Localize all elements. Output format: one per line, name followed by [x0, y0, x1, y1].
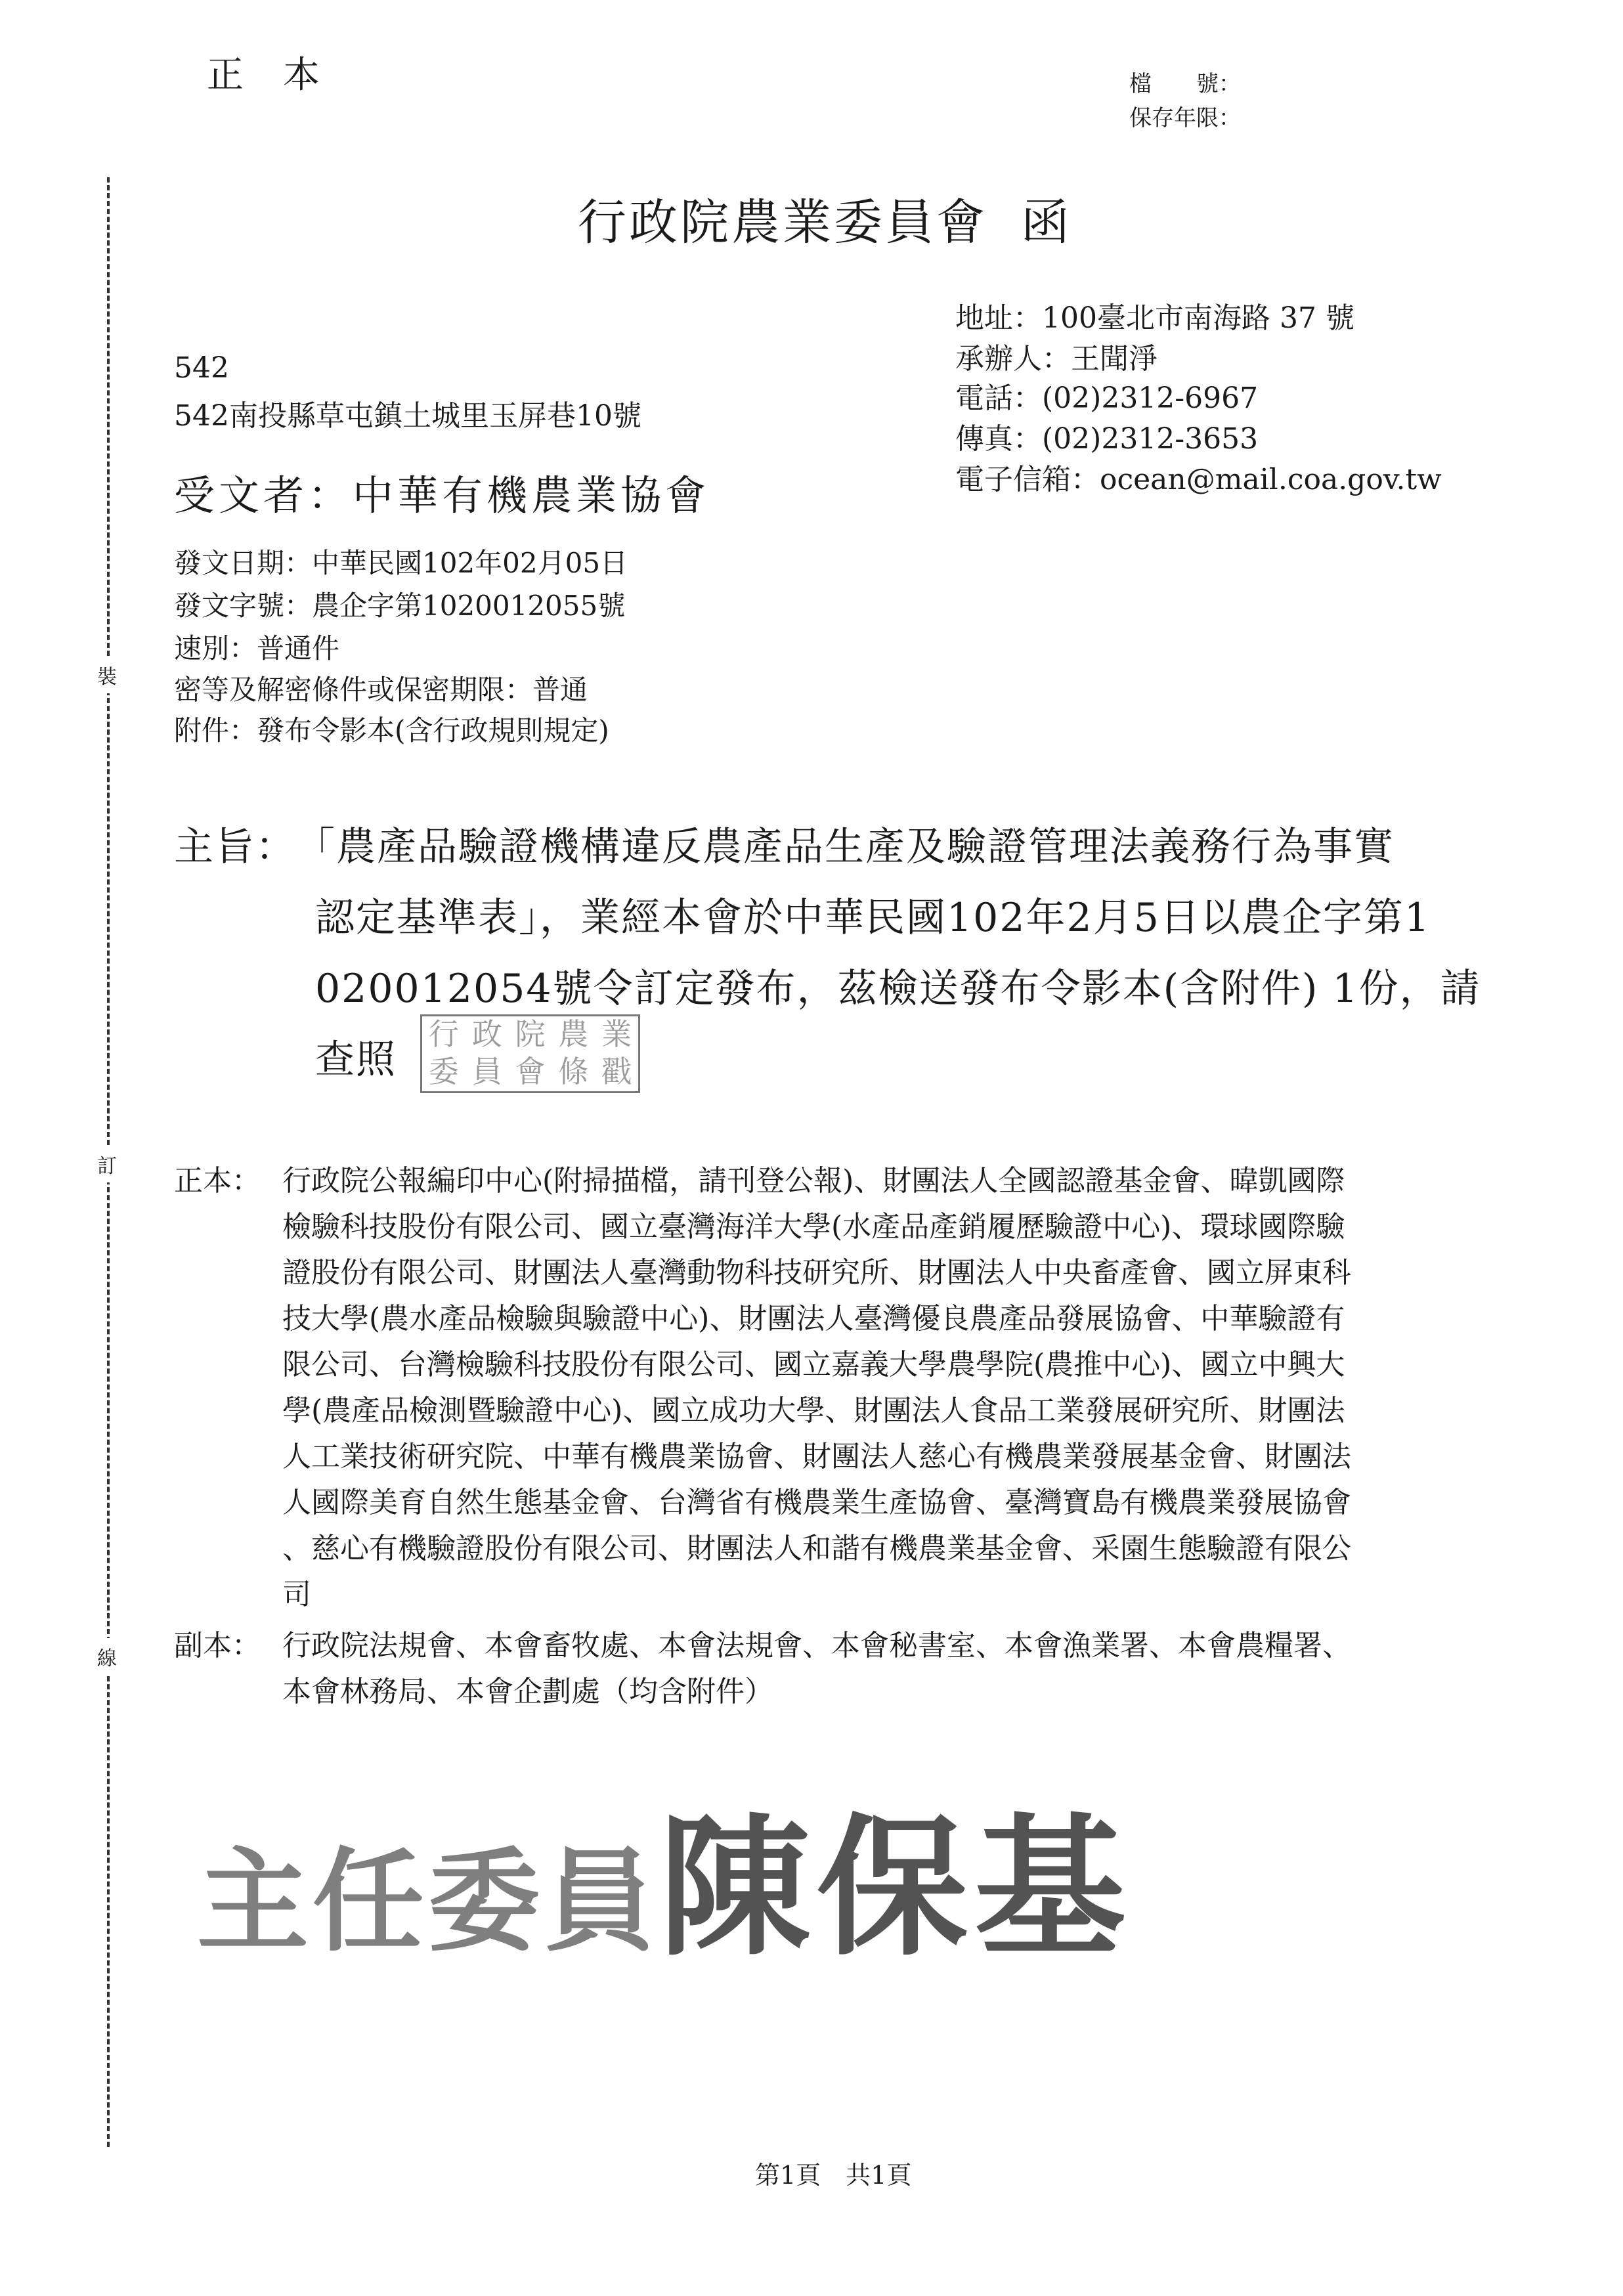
binding-label-zhuang: 裝	[97, 657, 117, 693]
seal-char: 委	[428, 1054, 459, 1089]
recipient-zip: 542	[174, 351, 229, 385]
main-distribution-line: 司	[282, 1578, 311, 1611]
retention-period-label: 保存年限：	[1129, 105, 1241, 131]
dispatch-reference: 發文字號：農企字第1020012055號	[174, 590, 626, 622]
subject-line: 查照	[315, 1037, 397, 1083]
main-distribution-line: 、慈心有機驗證股份有限公司、財團法人和諧有機農業基金會、采園生態驗證有限公	[282, 1532, 1351, 1565]
subject-line: 認定基準表」，業經本會於中華民國102年2月5日以農企字第1	[315, 895, 1431, 941]
main-distribution-line: 技大學(農水產品檢驗與驗證中心)、財團法人臺灣優良農產品發展協會、中華驗證有	[282, 1302, 1345, 1335]
sender-email: 電子信箱：ocean@mail.coa.gov.tw	[955, 463, 1442, 496]
seal-char: 院	[515, 1016, 546, 1052]
dispatch-date: 發文日期：中華民國102年02月05日	[174, 547, 628, 579]
signature-name: 陳保基	[659, 1799, 1133, 1976]
secrecy-level: 密等及解密條件或保密期限：普通	[174, 674, 588, 706]
main-distribution-line: 證股份有限公司、財團法人臺灣動物科技研究所、財團法人中央畜產會、國立屏東科	[282, 1256, 1351, 1289]
copy-distribution-line: 本會林務局、本會企劃處（均含附件）	[282, 1675, 773, 1708]
sender-address: 地址：100臺北市南海路 37 號	[955, 301, 1354, 335]
subject-label: 主旨：	[174, 824, 296, 870]
main-distribution-line: 檢驗科技股份有限公司、國立臺灣海洋大學(水產品產銷履歷驗證中心)、環球國際驗	[282, 1210, 1345, 1244]
main-distribution-line: 人國際美育自然生態基金會、台灣省有機農業生產協會、臺灣寶島有機農業發展協會	[282, 1486, 1351, 1519]
recipient-address: 542南投縣草屯鎮土城里玉屏巷10號	[174, 399, 641, 433]
attachment: 附件：發布令影本(含行政規則規定)	[174, 714, 609, 747]
main-distribution-line: 學(農產品檢測暨驗證中心)、國立成功大學、財團法人食品工業發展研究所、財團法	[282, 1394, 1345, 1427]
recipient: 受文者：中華有機農業協會	[174, 471, 710, 519]
page-number: 第1頁 共1頁	[755, 2161, 912, 2190]
seal-char: 政	[471, 1016, 502, 1052]
seal-char: 會	[515, 1054, 546, 1089]
seal-char: 農	[558, 1016, 589, 1052]
copy-distribution-line: 行政院法規會、本會畜牧處、本會法規會、本會秘書室、本會漁業署、本會農糧署、	[282, 1629, 1351, 1662]
dispatch-speed: 速別：普通件	[174, 632, 340, 664]
seal-char: 行	[428, 1016, 459, 1052]
sender-handler: 承辦人：王聞淨	[955, 342, 1158, 376]
document-title: 行政院農業委員會	[578, 194, 987, 251]
main-distribution-line: 行政院公報編印中心(附掃描檔，請刊登公報)、財團法人全國認證基金會、暐凱國際	[282, 1164, 1345, 1198]
seal-char: 員	[471, 1054, 502, 1089]
seal-char: 條	[558, 1054, 589, 1089]
subject-line: 「農產品驗證機構違反農產品生產及驗證管理法義務行為事實	[295, 824, 1395, 870]
sender-fax: 傳真：(02)2312-3653	[955, 422, 1259, 456]
seal-char: 業	[601, 1016, 632, 1052]
official-seal-stamp	[420, 1014, 640, 1093]
copy-marker: 正本	[207, 54, 359, 97]
sender-phone: 電話：(02)2312-6967	[955, 381, 1259, 415]
subject-line: 020012054號令訂定發布，茲檢送發布令影本(含附件) 1份，請	[315, 966, 1481, 1012]
file-number-label: 檔 號：	[1129, 71, 1241, 97]
binding-label-xian: 線	[97, 1638, 117, 1675]
document-type: 函	[1021, 194, 1070, 251]
signature	[197, 1766, 1132, 1983]
main-distribution-label: 正本：	[174, 1164, 261, 1198]
signature-title: 主任委員	[197, 1836, 660, 1967]
copy-distribution-label: 副本：	[174, 1629, 261, 1662]
binding-label-ding: 訂	[97, 1146, 117, 1182]
main-distribution-line: 人工業技術研究院、中華有機農業協會、財團法人慈心有機農業發展基金會、財團法	[282, 1440, 1351, 1473]
main-distribution-line: 限公司、台灣檢驗科技股份有限公司、國立嘉義大學農學院(農推中心)、國立中興大	[282, 1348, 1345, 1381]
seal-char: 戳	[601, 1054, 632, 1089]
